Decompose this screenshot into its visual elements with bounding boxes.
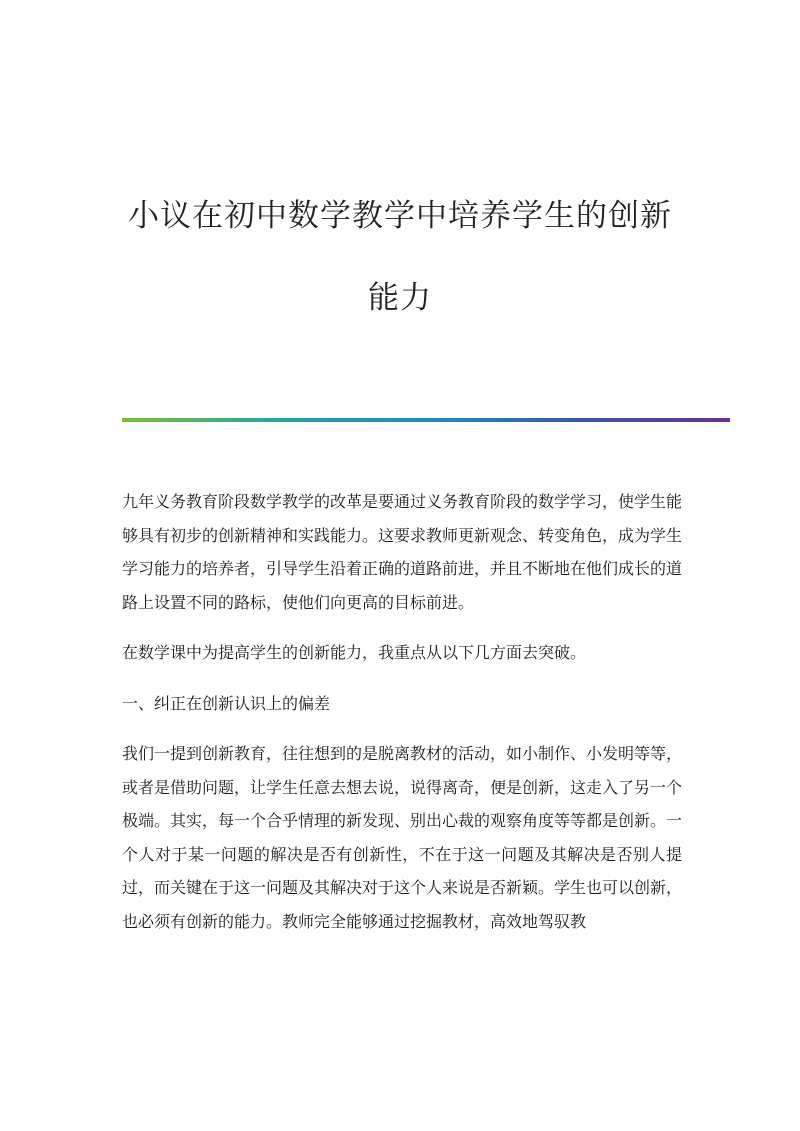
title-divider <box>122 418 730 422</box>
intro-paragraph: 九年义务教育阶段数学教学的改革是要通过义务教育阶段的数学学习，使学生能够具有初步的创新精神和实践能力。这要求教师更新观念、转变角色，成为学生学习能力的培养者，引导学生沿着正确的道路前进，并且不断地在他们成长的道路上设置不同的路标，使他们向更高的目标前进。 <box>122 492 683 612</box>
document-body <box>122 485 682 955</box>
section-paragraph: 我们一提到创新教育，往往想到的是脱离教材的活动，如小制作、小发明等等，或者是借助问题，让学生任意去想去说，说得离奇，便是创新，这走入了另一个极端。其实，每一个合乎情理的新发现、别出心裁的观察角度等等都是创新。一个人对于某一问题的解决是否有创新性，不在于这一问题及其解决是否别人提过，而关键在于这一问题及其解决对于这个人来说是否新颖。学生也可以创新，也必须有创新的能力。教师完全能够通过挖掘教材，高效地驾驭教 <box>122 744 683 931</box>
document-title-line-2: 能力 <box>368 280 432 316</box>
section-heading: 一、纠正在创新认识上的偏差 <box>122 693 331 713</box>
document-title-line-1: 小议在初中数学教学中培养学生的创新 <box>128 198 672 234</box>
focus-paragraph: 在数学课中为提高学生的创新能力，我重点从以下几方面去突破。 <box>122 643 587 662</box>
